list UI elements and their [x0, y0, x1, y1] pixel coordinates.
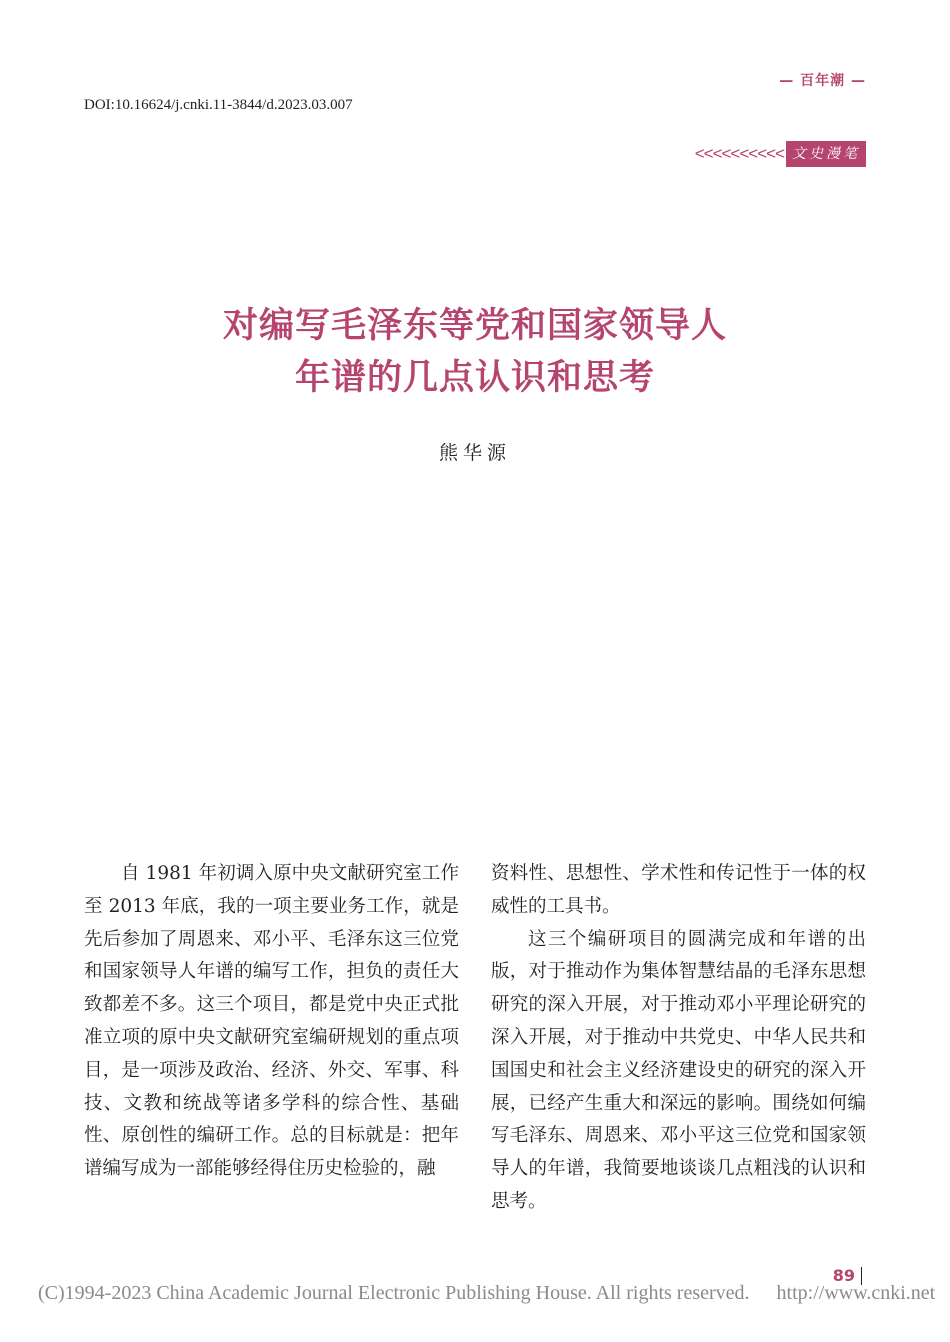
- copyright-text: (C)1994-2023 China Academic Journal Electronic Publishing House. All rights reserved.: [38, 1282, 750, 1304]
- title-line-1: 对编写毛泽东等党和国家领导人: [222, 306, 727, 346]
- section-arrows: <<<<<<<<<<: [694, 144, 784, 163]
- paragraph: 自 1981 年初调入原中央文献研究室工作至 2013 年底，我的一项主要业务工作，就是先后参加了周恩来、邓小平、毛泽东这三位党和国家领导人年谱的编写工作，担负的责任大致都差不多。这三个项目，都是党中央正式批准立项的原中央文献研究室编研规划的重点项目，是一项涉及政治、经济、外交、军事、科技、文教和统战等诸多学科的综合性、基础性、原创性的编研工作。总的目标就是：把年谱编写成为一部能够经得住历史检验的，融: [84, 863, 459, 1180]
- title-line-2: 年谱的几点认识和思考: [294, 358, 655, 398]
- copyright-watermark: [38, 1282, 935, 1305]
- copyright-url[interactable]: http://www.cnki.net: [776, 1282, 936, 1304]
- paragraph: 这三个编研项目的圆满完成和年谱的出版，对于推动作为集体智慧结晶的毛泽东思想研究的深入开展，对于推动邓小平理论研究的深入开展，对于推动中共党史、中华人民共和国国史和社会主义经济建设史的研究的深入开展，已经产生重大和深远的影响。围绕如何编写毛泽东、周恩来、邓小平这三位党和国家领导人的年谱，我简要地谈谈几点粗浅的认识和思考。: [491, 928, 866, 1212]
- body-column-right: [491, 858, 866, 1219]
- doi: DOI:10.16624/j.cnki.11-3844/d.2023.03.007: [84, 97, 353, 113]
- article-title: [0, 300, 950, 404]
- paragraph-continued: 资料性、思想性、学术性和传记性于一体的权威性的工具书。: [491, 863, 866, 917]
- body-column-left: [84, 858, 459, 1186]
- section-label: 文史漫笔: [786, 141, 866, 167]
- journal-name: — 百年潮 —: [779, 73, 866, 89]
- section-tag: [695, 141, 866, 167]
- author: 熊华源: [438, 442, 511, 464]
- page-number: 89: [833, 1267, 862, 1285]
